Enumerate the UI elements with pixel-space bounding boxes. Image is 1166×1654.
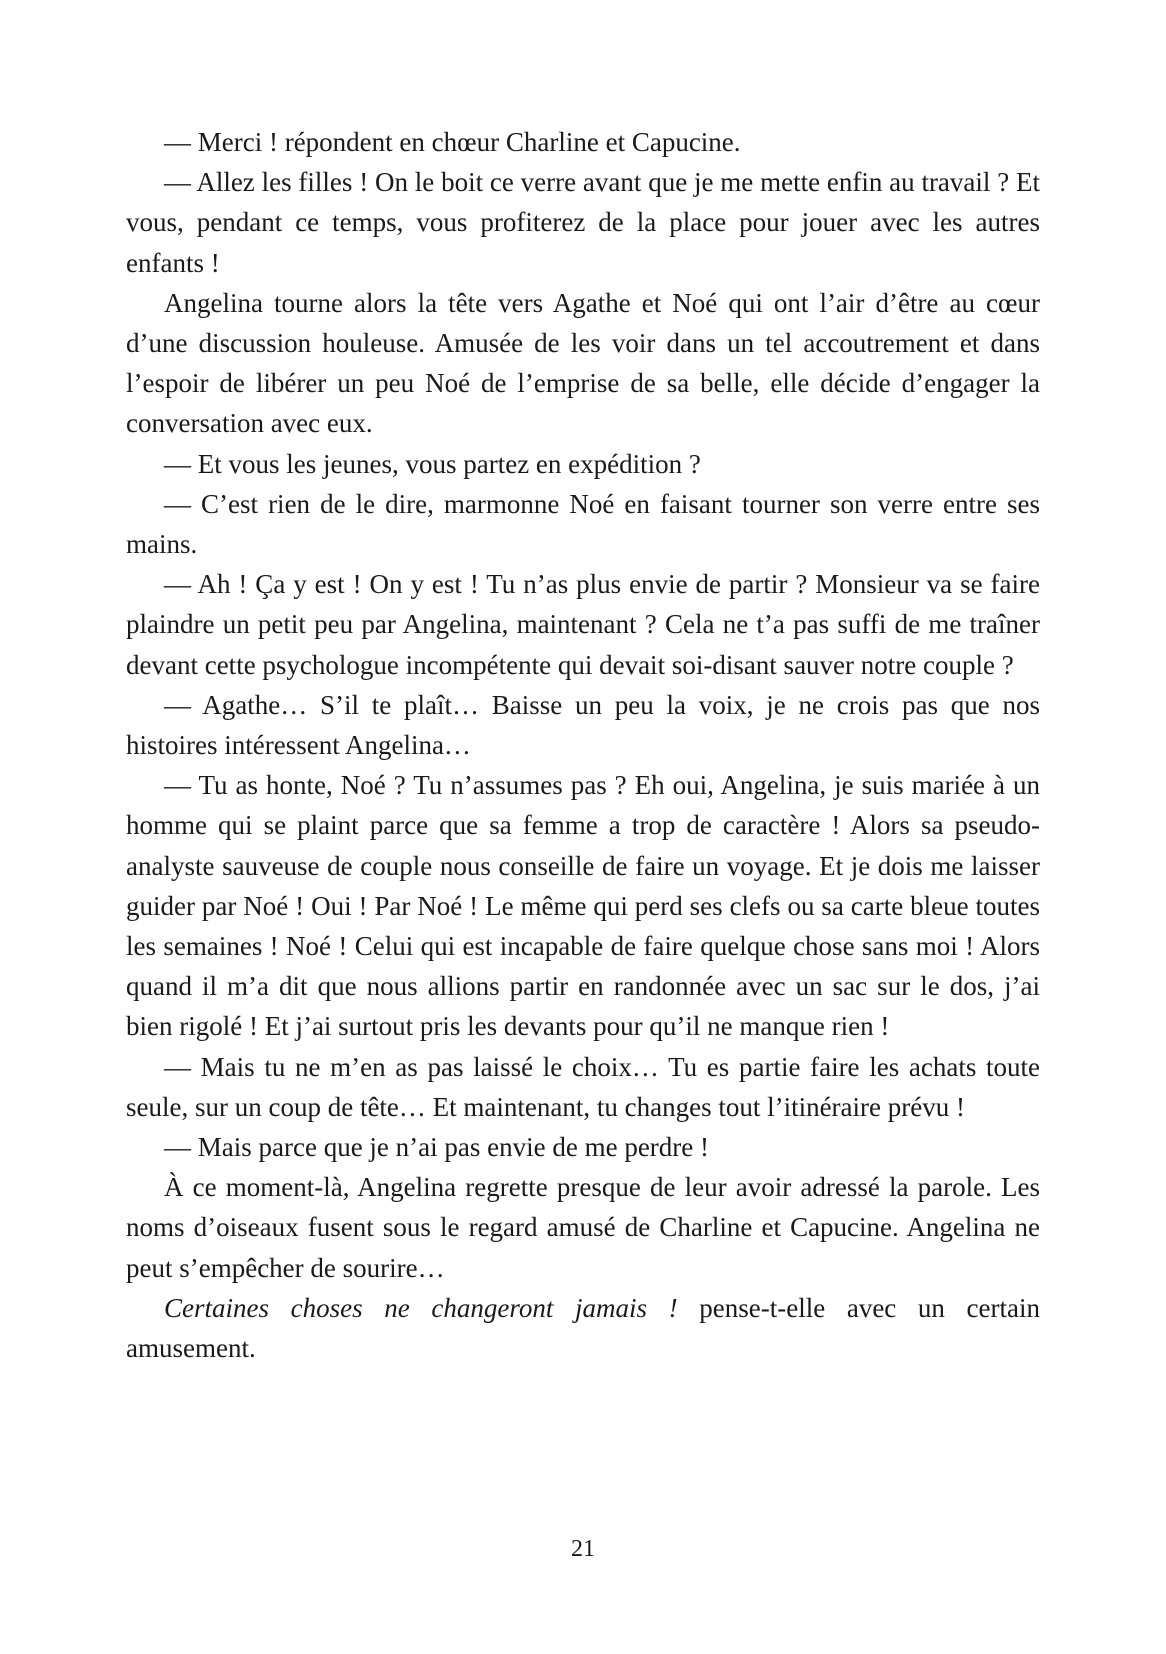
paragraph: — C’est rien de le dire, marmonne Noé en faisant tourner son verre entre ses mains. xyxy=(126,488,1040,560)
paragraph: Angelina tourne alors la tête vers Agathe et Noé qui ont l’air d’être au cœur d’une discussion houleuse. Amusée de les voir dans un tel accoutrement et dans l’espoir de libérer un peu Noé de l’emprise de sa belle, elle décide d’engager la conversation avec eux. xyxy=(126,287,1040,439)
paragraph: — Agathe… S’il te plaît… Baisse un peu la voix, je ne crois pas que nos histoires intéressent Angelina… xyxy=(126,689,1040,761)
paragraph: — Allez les filles ! On le boit ce verre avant que je me mette enfin au travail ? Et vous, pendant ce temps, vous profiterez de la place pour jouer avec les autres enfants ! xyxy=(126,167,1040,278)
paragraph: — Et vous les jeunes, vous partez en expédition ? xyxy=(164,448,701,479)
closing-paragraph xyxy=(126,1288,1040,1368)
closing-text: pense-t-elle avec un certain amusement. xyxy=(126,1292,1041,1364)
paragraph: — Ah ! Ça y est ! On y est ! Tu n’as plus envie de partir ? Monsieur va se faire plaindre un petit peu par Angelina, maintenant ? Cela ne t’a pas suffi de me traîner devant cette psychologue incompétente qui devait soi-disant sauver notre couple ? xyxy=(126,569,1040,680)
body-text xyxy=(126,122,1040,1368)
paragraph: — Tu as honte, Noé ? Tu n’assumes pas ? Eh oui, Angelina, je suis mariée à un homme qui se plaint parce que sa femme a trop de caractère ! Alors sa pseudo-analyste sauveuse de couple nous conseille de faire un voyage. Et je dois me laisser guider par Noé ! Oui ! Par Noé ! Le même qui perd ses clefs ou sa carte bleue toutes les semaines ! Noé ! Celui qui est incapable de faire quelque chose sans moi ! Alors quand il m’a dit que nous allions partir en randonnée avec un sac sur le dos, j’ai bien rigolé ! Et j’ai surtout pris les devants pour qu’il ne manque rien ! xyxy=(126,770,1040,1042)
paragraph: — Mais tu ne m’en as pas laissé le choix… Tu es partie faire les achats toute seule, sur un coup de tête… Et maintenant, tu changes tout l’itinéraire prévu ! xyxy=(126,1051,1040,1122)
paragraph: À ce moment-là, Angelina regrette presque de leur avoir adressé la parole. Les noms d’oiseaux fusent sous le regard amusé de Charline et Capucine. Angelina ne peut s’empêcher de sourire… xyxy=(126,1172,1040,1283)
page-number: 21 xyxy=(571,1536,595,1562)
paragraph: — Mais parce que je n’ai pas envie de me perdre ! xyxy=(164,1132,710,1163)
italic-thought: Certaines choses ne changeront jamais ! xyxy=(164,1292,678,1323)
paragraph: — Merci ! répondent en chœur Charline et Capucine. xyxy=(164,127,741,157)
